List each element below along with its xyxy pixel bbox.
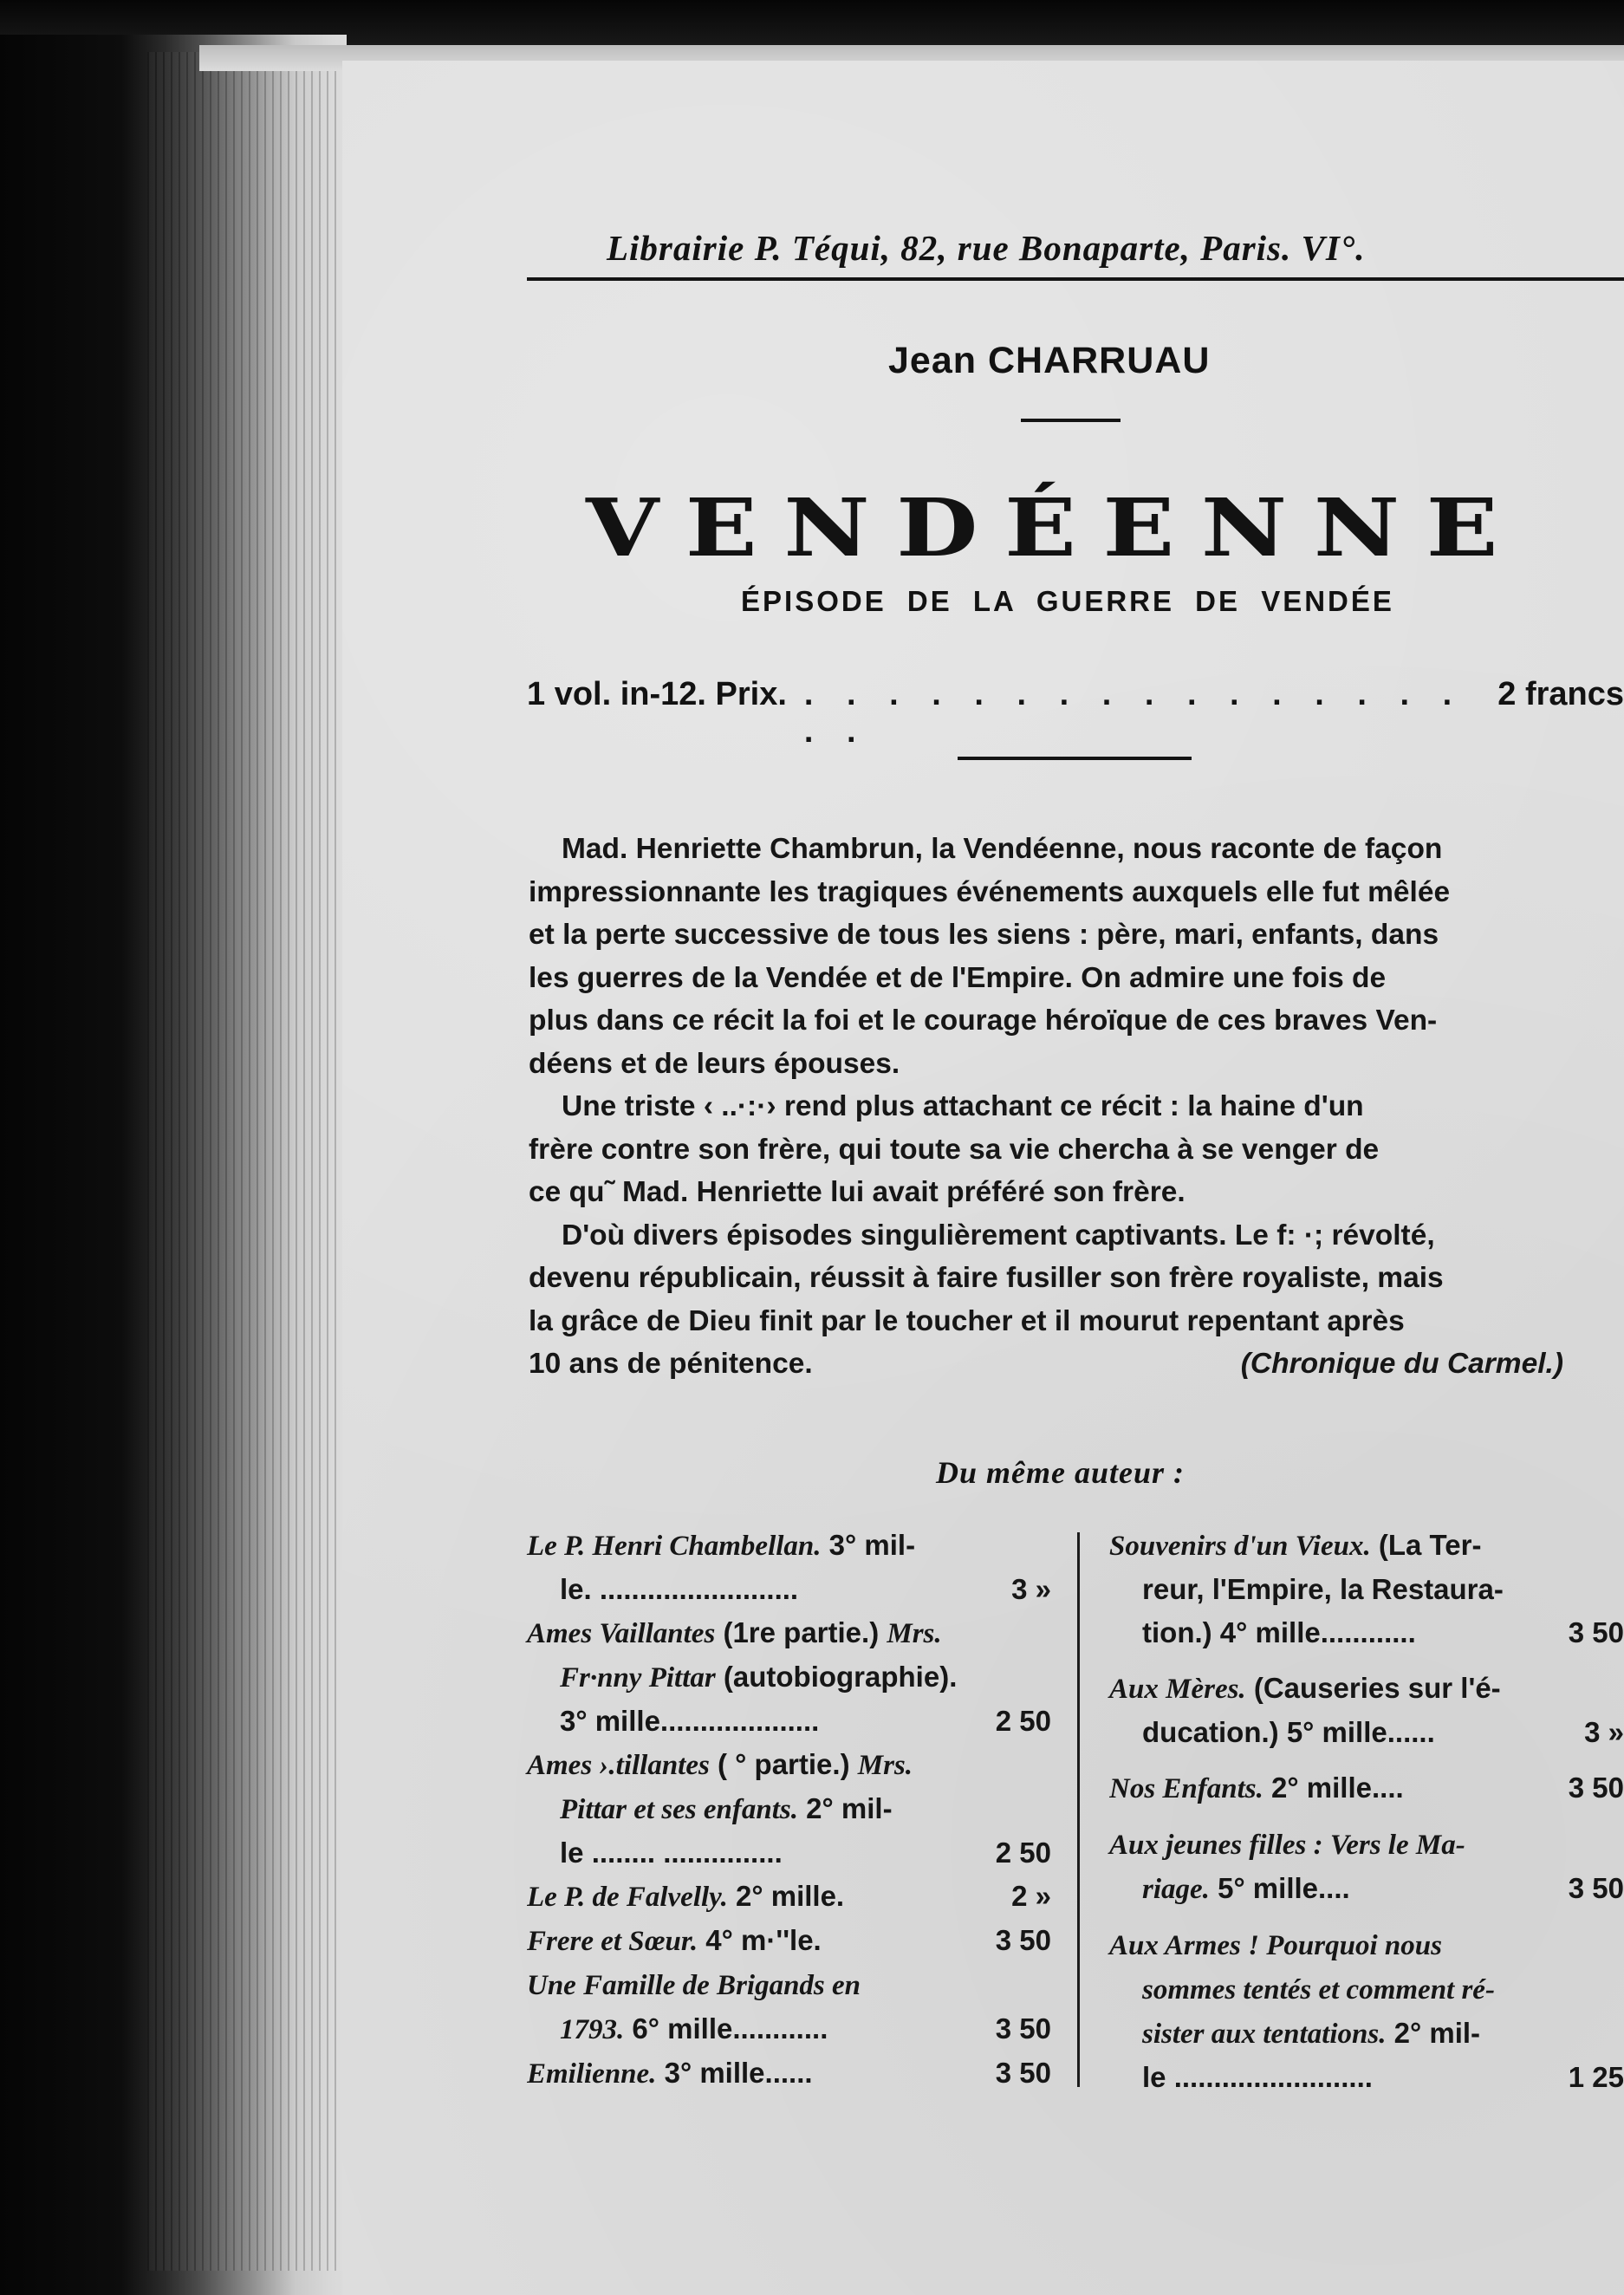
review-line: Mad. Henriette Chambrun, la Vendéenne, nous raconte de façon [562, 833, 1443, 865]
review-line-last [529, 1343, 1624, 1386]
book-entry: le. ......................... 3 » [560, 1573, 1051, 1605]
review-line: devenu républicain, réussit à faire fusiller son frère royaliste, mais [529, 1262, 1444, 1294]
book-entry: 3° mille.................... 2 50 [560, 1705, 1051, 1737]
review-source: (Chronique du Carmel.) [1240, 1348, 1563, 1380]
book-entry: Aux Mères. (Causeries sur l'é- [1109, 1672, 1501, 1705]
same-author-left-column [527, 1524, 1051, 2096]
book-title: VENDÉENNE [586, 481, 1525, 575]
book-entry: ducation.) 5° mille...... 3 » [1142, 1716, 1624, 1748]
book-entry: Nos Enfants. 2° mille.... 3 50 [1109, 1772, 1624, 1804]
book-entry: Souvenirs d'un Vieux. (La Ter- [1109, 1529, 1482, 1562]
book-entry: le ........ ............... 2 50 [560, 1837, 1051, 1869]
price-row [527, 676, 1624, 750]
column-divider [1077, 1532, 1080, 2087]
review-text [529, 828, 1624, 1386]
review-line: frère contre son frère, qui toute sa vie chercha à se venger de [529, 1133, 1380, 1166]
book-entry: Ames ›.tillantes ( ° partie.) Mrs. [527, 1748, 913, 1781]
book-entry: Aux Armes ! Pourquoi nous [1109, 1930, 1442, 1961]
book-entry: Le P. Henri Chambellan. 3° mil- [527, 1529, 916, 1562]
book-entry: Une Famille de Brigands en [527, 1970, 861, 2001]
review-line: D'où divers épisodes singulièrement captivants. Le f: ·; révolté, [562, 1219, 1435, 1252]
review-line: la grâce de Dieu finit par le toucher et il mourut repentant après [529, 1304, 1405, 1337]
book-subtitle: ÉPISODE DE LA GUERRE DE VENDÉE [741, 585, 1394, 617]
review-line: impressionnante les tragiques événements auxquels elle fut mêlée [529, 875, 1451, 908]
book-price: 2 francs [1497, 676, 1624, 712]
price-rule [958, 757, 1192, 760]
review-line: plus dans ce récit la foi et le courage héroïque de ces braves Ven- [529, 1004, 1438, 1037]
price-leader-dots: . . . . . . . . . . . . . . . . . . [803, 676, 1465, 750]
same-author-right-column [1109, 1524, 1624, 2099]
book-entry: Aux jeunes filles : Vers le Ma- [1109, 1830, 1465, 1861]
book-entry: Frere et Sœur. 4° m·''le. 3 50 [527, 1924, 1051, 1957]
same-author-heading: Du même auteur : [936, 1455, 1186, 1490]
book-entry: Le P. de Falvelly. 2° mille. 2 » [527, 1880, 1051, 1913]
review-line: ce qu˜ Mad. Henriette lui avait préféré son frère. [529, 1176, 1186, 1208]
review-line: déens et de leurs épouses. [529, 1047, 900, 1080]
book-entry: Fr·nny Pittar (autobiographie). [560, 1661, 958, 1694]
book-entry: tion.) 4° mille............ 3 50 [1142, 1616, 1624, 1648]
book-entry: Emilienne. 3° mille...... 3 50 [527, 2057, 1051, 2090]
author-name: Jean CHARRUAU [888, 340, 1211, 381]
page-edges [147, 52, 355, 2271]
review-line: et la perte successive de tous les siens : père, mari, enfants, dans [529, 919, 1439, 951]
review-line: Une triste ‹ ..·:·› rend plus attachant ce récit : la haine d'un [562, 1090, 1364, 1122]
book-entry: reur, l'Empire, la Restaura- [1142, 1573, 1504, 1605]
book-entry: riage. 5° mille.... 3 50 [1142, 1872, 1624, 1905]
author-rule [1021, 419, 1121, 422]
publisher-header: Librairie P. Téqui, 82, rue Bonaparte, Paris. VI°. [607, 228, 1366, 268]
book-entry: sommes tentés et comment ré- [1142, 1974, 1495, 2006]
book-format: 1 vol. in-12. Prix. [527, 676, 787, 712]
review-line: les guerres de la Vendée et de l'Empire. On admire une fois de [529, 961, 1387, 994]
book-entry: Ames Vaillantes (1re partie.) Mrs. [527, 1616, 942, 1649]
book-entry: Pittar et ses enfants. 2° mil- [560, 1792, 893, 1825]
review-line: 10 ans de pénitence. [529, 1348, 813, 1380]
book-entry: sister aux tentations. 2° mil- [1142, 2017, 1481, 2050]
book-entry: le ......................... 1 25 [1142, 2061, 1624, 2093]
book-entry: 1793. 6° mille............ 3 50 [560, 2012, 1051, 2045]
header-rule [527, 277, 1624, 281]
